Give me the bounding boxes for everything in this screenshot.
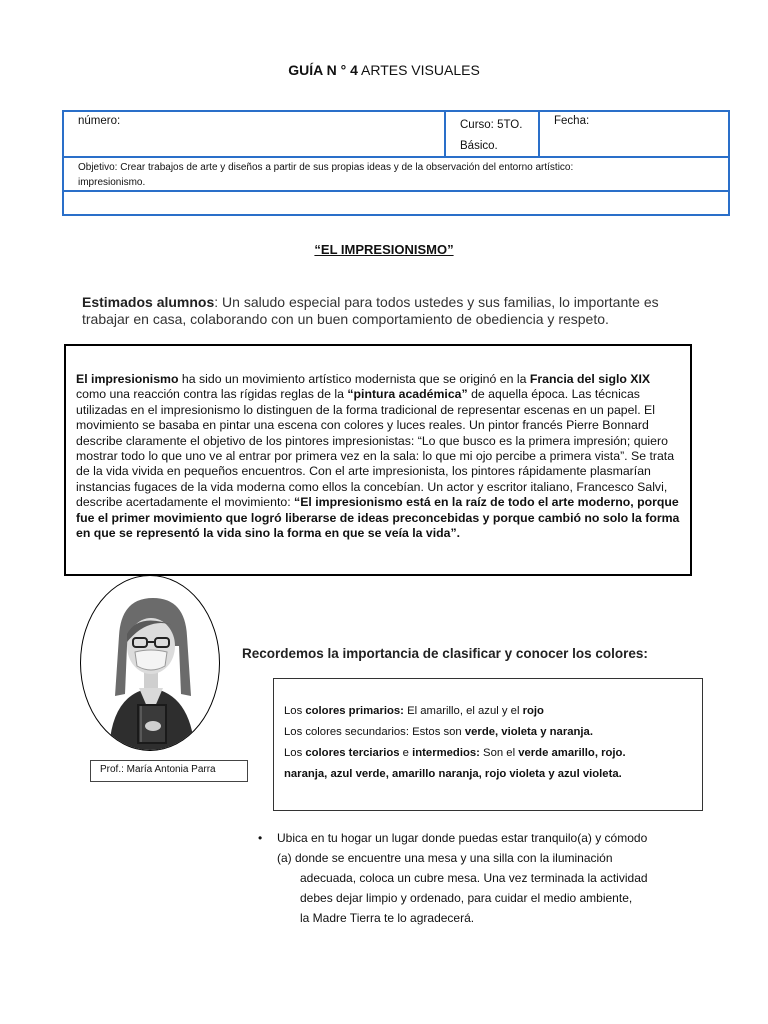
fecha-cell[interactable] (538, 112, 728, 156)
primary-yellow: El amarillo (403, 705, 460, 717)
tertiary-prefix: Los (284, 747, 306, 759)
intermediate-label: intermedios: (412, 747, 480, 759)
primary-label: colores primarios: (305, 705, 404, 717)
greeting-lead: Estimados alumnos (82, 294, 215, 310)
info-row-empty[interactable] (64, 192, 728, 214)
secondary-label: Los colores secundarios: Estos son (284, 726, 465, 738)
colors-intro: Recordemos la importancia de clasificar y conocer los colores: (242, 646, 648, 661)
fecha-label: Fecha: (554, 115, 590, 127)
curso-label: Curso: 5TO. (460, 119, 523, 131)
bullet-icon: • (258, 831, 263, 845)
curso-sub: Básico. (460, 140, 498, 152)
objective-line-2: impresionismo. (78, 177, 146, 188)
instruction-line-4: debes dejar limpio y ordenado, para cuidar el medio ambiente, (300, 891, 633, 905)
info-row-objective (64, 158, 728, 192)
numero-label: número: (78, 115, 121, 127)
instruction-line-2: (a) donde se encuentre una mesa y una silla con la iluminación (277, 851, 613, 865)
tertiary-values-1: verde amarillo, rojo. (518, 747, 626, 759)
box-text-1: ha sido un movimiento artístico modernista que se originó en la (178, 372, 530, 386)
instruction-list (258, 828, 718, 928)
student-info-table (62, 110, 730, 216)
instruction-line-3: adecuada, coloca un cubre mesa. Una vez terminada la actividad (300, 871, 648, 885)
info-row-top (64, 112, 728, 158)
instruction-line-1: Ubica en tu hogar un lugar donde puedas estar tranquilo(a) y cómodo (277, 831, 648, 845)
teacher-name-label: Prof.: María Antonia Parra (90, 760, 248, 782)
instruction-line-5: la Madre Tierra te lo agradecerá. (300, 911, 475, 925)
box-academic: “pintura académica” (347, 387, 468, 402)
box-era: Francia del siglo XIX (529, 372, 651, 386)
box-term: El impresionismo (76, 372, 179, 386)
primary-colors-line (284, 705, 692, 717)
box-text-2: como una reacción contra las rígidas reglas de la (76, 387, 348, 402)
section-heading: “EL IMPRESIONISMO” (314, 242, 454, 257)
color-classification-box (273, 678, 703, 811)
impressionism-text-box (64, 344, 692, 576)
box-quote: “El impresionismo está en la raíz de todo el arte moderno, porque fue el primer movimiento que logró liberarse de ideas preconcebidas y porque cambió no solo la forma en que se representó la vida sino la forma en que se veía la vida”. (76, 495, 680, 541)
tertiary-colors-line-2 (284, 768, 692, 780)
guide-number: GUÍA N ° 4 (288, 62, 358, 78)
secondary-colors-line (284, 726, 692, 738)
objective-line-1: Objetivo: Crear trabajos de arte y diseños a partir de sus propias ideas y de la observación del entorno artístico: (78, 162, 574, 173)
tertiary-intro: Son el (479, 747, 519, 759)
tertiary-label: colores terciarios (305, 747, 400, 759)
primary-prefix: Los (284, 705, 306, 717)
primary-blue: , el azul y el (459, 705, 523, 717)
primary-red: rojo (522, 705, 544, 717)
numero-cell[interactable] (64, 112, 444, 156)
tertiary-colors-line (284, 747, 692, 759)
tertiary-values-2: naranja, azul verde, amarillo naranja, rojo violeta y azul violeta. (284, 768, 622, 780)
tertiary-and: e (399, 747, 413, 759)
greeting-text: : Un saludo especial para todos ustedes y sus familias, lo importante es trabajar en casa, colaborando con un buen comportamiento de obediencia y respeto. (82, 294, 659, 327)
greeting-paragraph (82, 294, 682, 328)
objective-text (64, 158, 587, 190)
secondary-values: verde, violeta y naranja. (464, 726, 593, 738)
teacher-illustration-icon (81, 576, 220, 751)
instruction-item (258, 828, 718, 848)
teacher-portrait-frame (80, 575, 220, 751)
guide-subject: ARTES VISUALES (357, 62, 480, 78)
page-title (0, 62, 768, 78)
box-text-3: de aquella época. Las técnicas utilizadas en el impresionismo lo distinguen de la forma tradicional de representar escenas en un papel. El movimiento se basaba en pintar una escena con colores y luces reales. Un pintor francés Pierre Bonnard describe claramente el objetivo de los pintores impresionistas: “Lo que busco es la primera impresión; quiero mostrar todo lo que uno ve al entrar por primera vez en la sala: lo que mi ojo percibe a primera vista”. Se trata de la vida vivida en pequeños encuentros. Con el arte impresionista, los pintores rápidamente plasmarían instancias fugaces de la vida moderna como ellos la concebían. Un actor y escritor italiano, Francesco Salvi, describe acertadamente el movimiento: (76, 387, 675, 510)
curso-cell (444, 112, 538, 156)
